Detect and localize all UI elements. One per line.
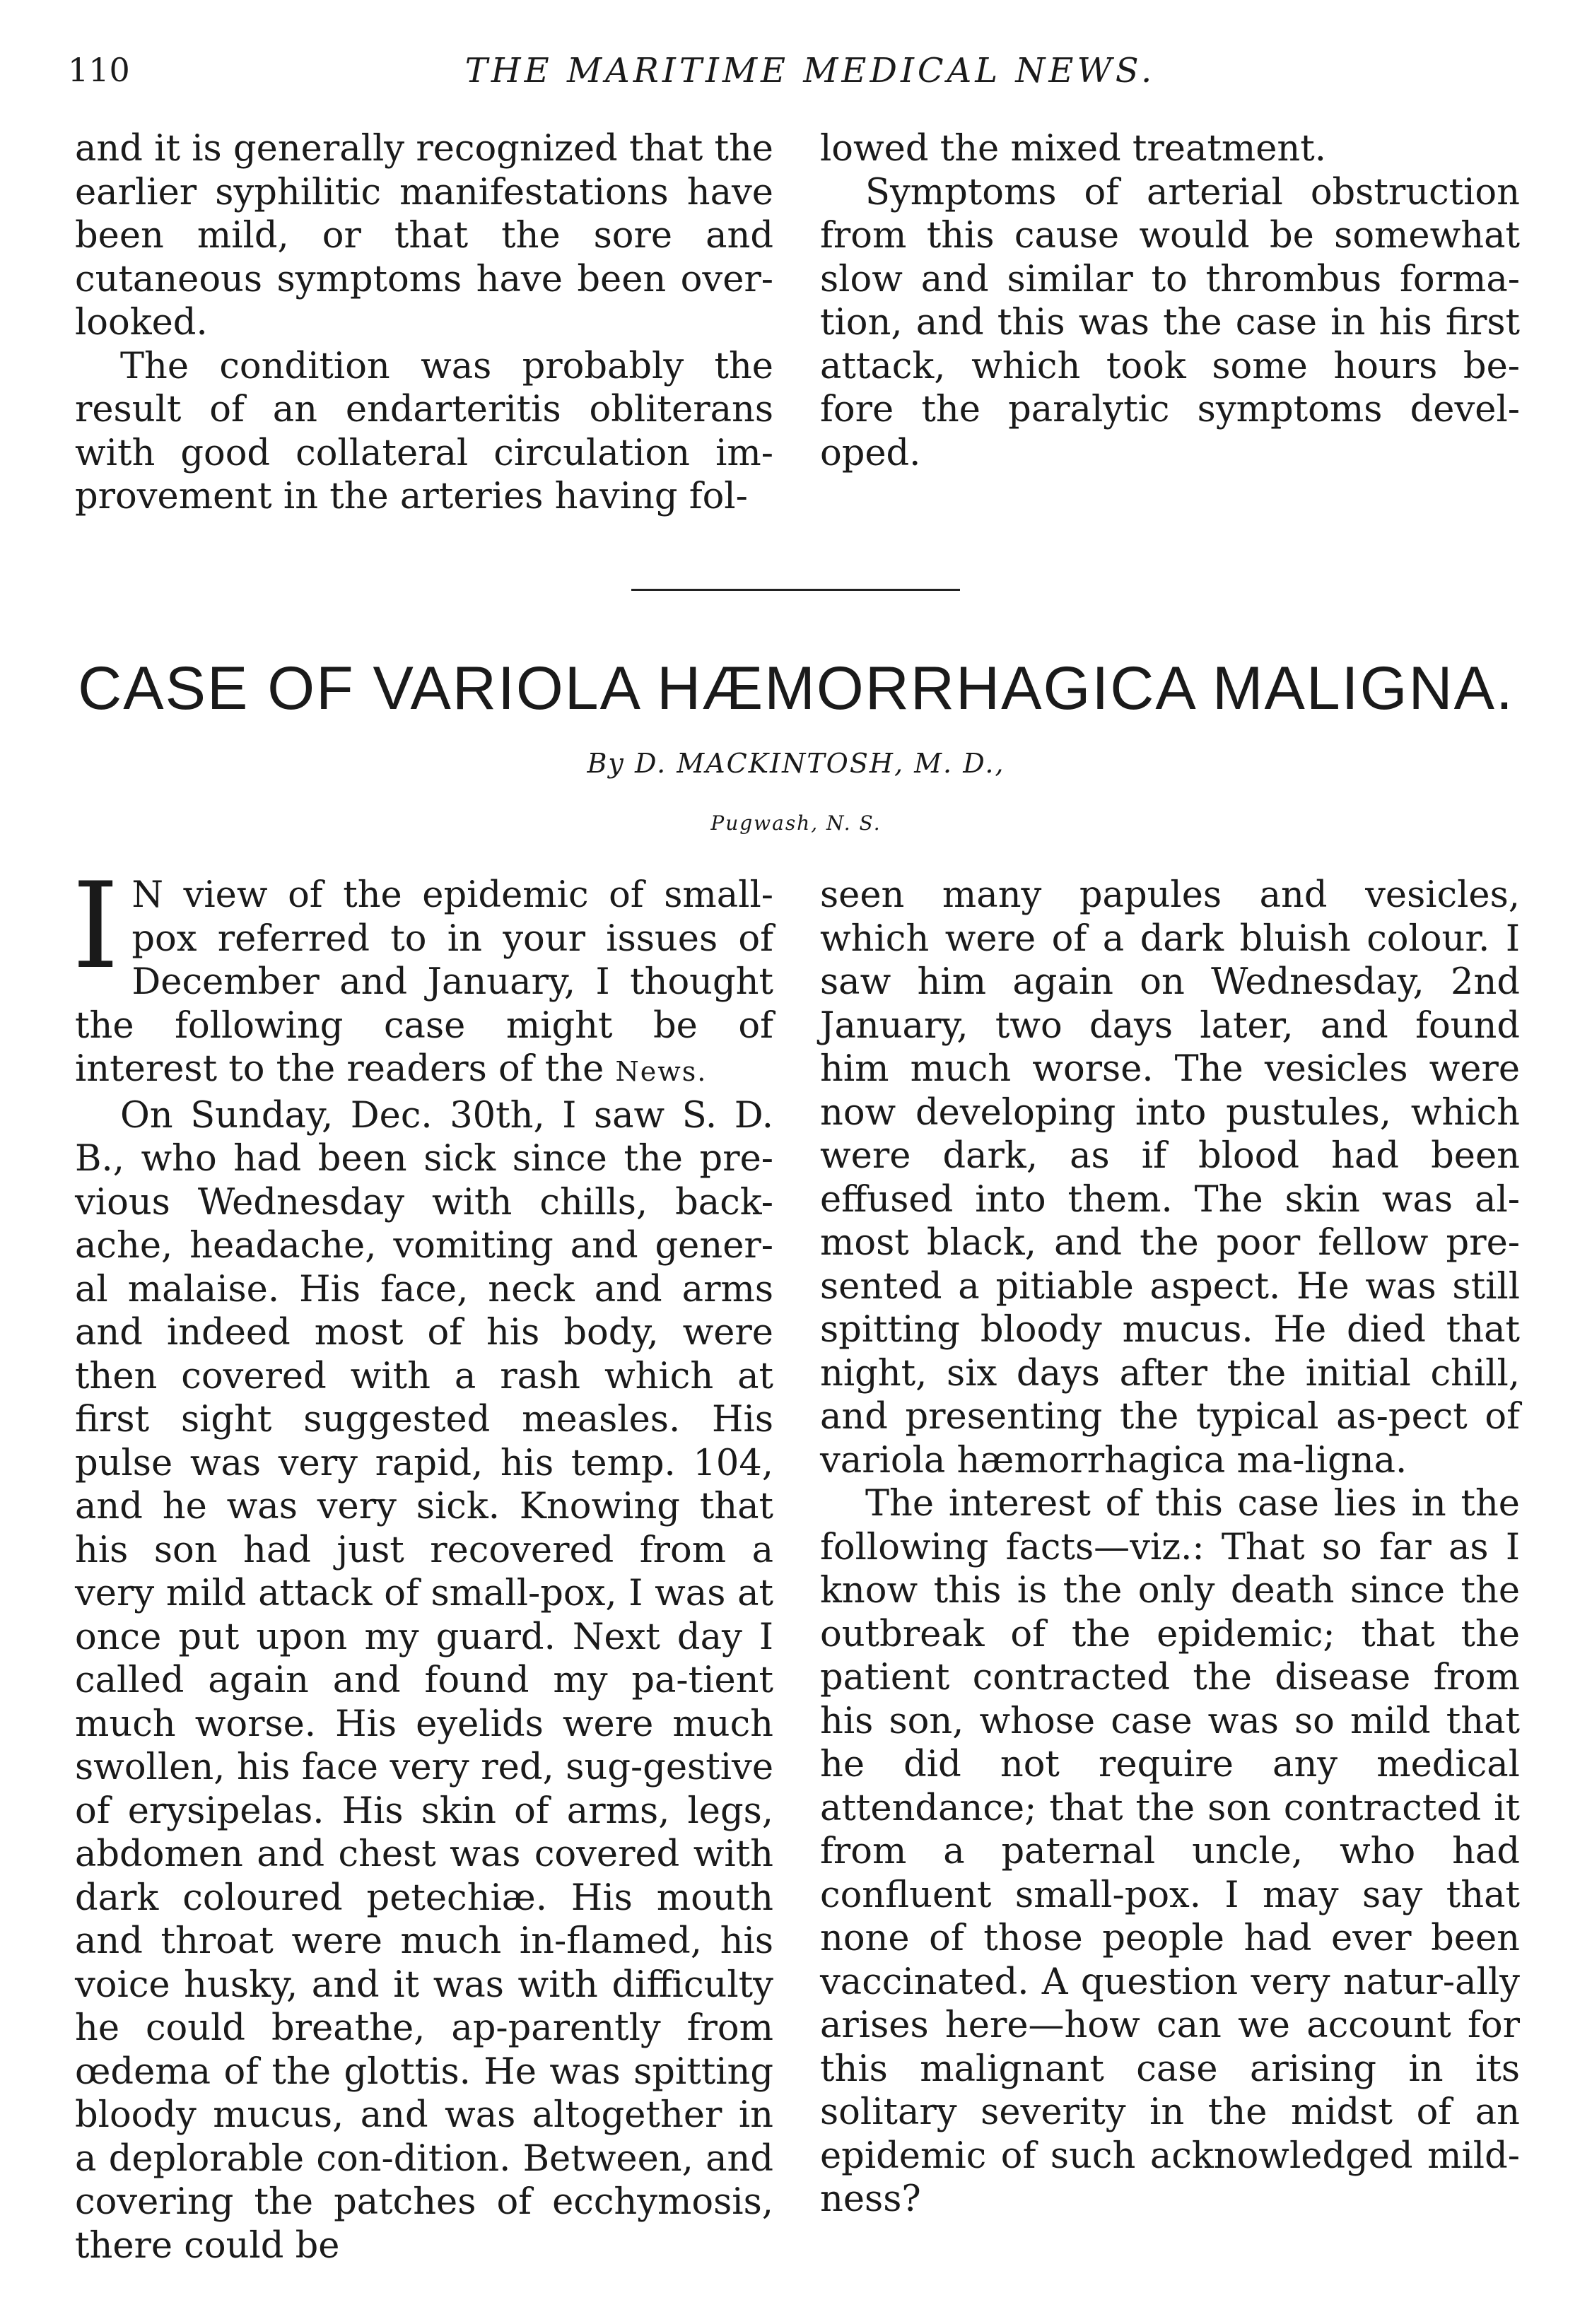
section-divider [631, 589, 960, 591]
drop-cap: I [72, 857, 119, 995]
paragraph: The condition was probably the result of an endarteritis obliterans with good collateral circulation im-provement in the arteries having fol- [75, 345, 773, 517]
paragraph: Symptoms of arterial obstruction from this cause would be somewhat slow and similar to thrombus forma-tion, and this was the case in his first attack, which took some hours be-fore the paralytic symptoms devel-oped. [820, 171, 1520, 474]
author-byline: By D. MACKINTOSH, M. D., [587, 748, 1005, 779]
opening-paragraph-text: N view of the epidemic of small-pox referred to in your issues of December and January, I thought the following case might be of interest to the readers of the [75, 874, 773, 1090]
paragraph: The interest of this case lies in the following facts—viz.: That so far as I know this is the only death since the outbreak of the epidemic; that the patient contracted the disease from his son, whose case was so mild that he did not require any medical attendance; that the son contracted it from a paternal uncle, who had confluent small-pox. I may say that none of those people had ever been vaccinated. A question very natur-ally arises here—how can we account for this malignant case arising in its solitary severity in the midst of an epidemic of such acknowledged mild-ness? [820, 1483, 1520, 2220]
opening-paragraph [72, 857, 773, 1094]
paragraph: lowed the mixed treatment. [820, 128, 1326, 170]
journal-title: THE MARITIME MEDICAL NEWS. [464, 51, 1156, 90]
journal-name-reference: News. [615, 1056, 708, 1087]
paragraph: On Sunday, Dec. 30th, I saw S. D. B., who had been sick since the pre-vious Wednesday with chills, back-ache, headache, vomiting and gener-al malaise. His face, neck and arms and indeed most of his body, were then covered with a rash which at first sight suggested measles. His pulse was very rapid, his temp. 104, and he was very sick. Knowing that his son had just recovered from a very mild attack of small-pox, I was at once put upon my guard. Next day I called again and found my pa-tient much worse. His eyelids were much swollen, his face very red, sug-gestive of erysipelas. His skin of arms, legs, abdomen and chest was covered with dark coloured petechiæ. His mouth and throat were much in-flamed, his voice husky, and it was with difficulty he could breathe, ap-parently from œdema of the glottis. He was spitting bloody mucus, and was altogether in a deplorable con-dition. Between, and covering the patches of ecchymosis, there could be [75, 1094, 773, 2267]
page-number: 110 [68, 51, 130, 89]
paragraph: and it is generally recognized that the earlier syphilitic manifestations have been mild, or that the sore and cutaneous symptoms have been over-looked. [75, 128, 773, 344]
article-left-column [72, 857, 773, 2267]
paragraph: seen many papules and vesicles, which were of a dark bluish colour. I saw him again on Wednesday, 2nd January, two days later, and found him much worse. The vesicles were now developing into pustules, which were dark, as if blood had been effused into them. The skin was al-most black, and the poor fellow pre-sented a pitiable aspect. He was still spitting bloody mucus. He died that night, six days after the initial chill, and presenting the typical as-pect of variola hæmorrhagica ma-ligna. [820, 874, 1520, 1481]
article-right-column [820, 874, 1520, 2222]
running-head [68, 44, 1538, 100]
author-location: Pugwash, N. S. [710, 811, 882, 835]
previous-article-left-column [75, 127, 773, 519]
previous-article-right-column [820, 127, 1520, 475]
article-title: CASE OF VARIOLA HÆMORRHAGICA MALIGNA. [78, 655, 1514, 722]
